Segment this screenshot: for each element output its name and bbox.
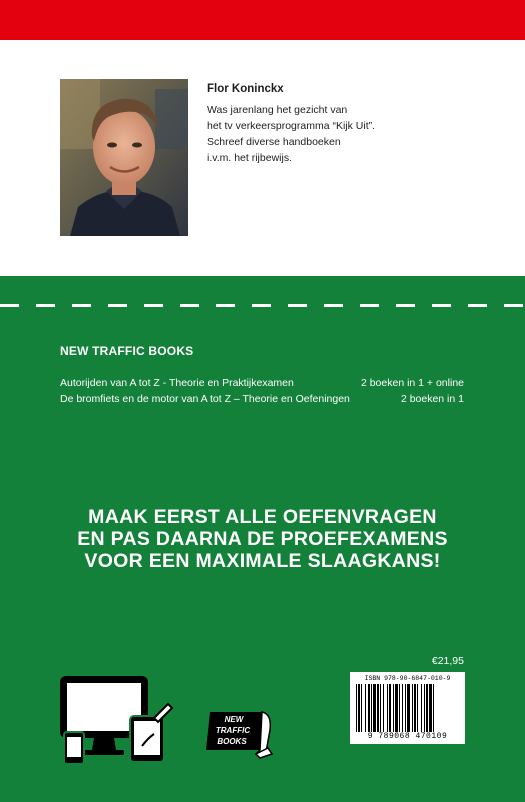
barcode-bar xyxy=(356,684,357,732)
logo-line3: BOOKS xyxy=(217,737,247,746)
slogan-line: EN PAS DAARNA DE PROEFEXAMENS xyxy=(77,528,448,550)
author-name: Flor Koninckx xyxy=(207,83,284,95)
barcode-bar xyxy=(424,684,425,732)
barcode-bar xyxy=(395,684,398,732)
isbn-text: ISBN 978-90-6847-010-9 xyxy=(364,675,451,682)
author-section xyxy=(0,40,525,276)
barcode-bar xyxy=(377,684,379,732)
slogan-line: MAAK EERST ALLE OEFENVRAGEN xyxy=(88,506,437,528)
barcode-bar xyxy=(371,684,372,732)
barcode-bar xyxy=(383,684,384,732)
series-title: NEW TRAFFIC BOOKS xyxy=(60,344,194,358)
barcode-bar xyxy=(358,684,360,732)
barcode xyxy=(350,672,465,744)
new-traffic-books-logo xyxy=(202,708,276,760)
author-bio xyxy=(207,81,487,166)
barcode-bar xyxy=(402,684,403,732)
book-row xyxy=(60,393,464,405)
book-title: De bromfiets en de motor van A tot Z – Theorie en Oefeningen xyxy=(60,393,350,405)
barcode-bar xyxy=(368,684,370,732)
barcode-bar xyxy=(426,684,428,732)
author-photo xyxy=(60,79,188,236)
barcode-bar xyxy=(429,684,432,732)
barcode-bar xyxy=(399,684,400,732)
slogan xyxy=(0,506,525,572)
barcode-bar xyxy=(417,684,418,732)
bio-line: Schreef diverse handboeken xyxy=(207,136,341,148)
book-format: 2 boeken in 1 xyxy=(400,393,464,405)
green-panel xyxy=(0,276,525,802)
barcode-bar xyxy=(421,684,422,732)
top-red-band xyxy=(0,0,525,40)
barcode-bar xyxy=(433,684,434,732)
barcode-bar xyxy=(373,684,376,732)
ean-text: 9 789068 470109 xyxy=(367,732,448,741)
bio-line: het tv verkeersprogramma “Kijk Uit”. xyxy=(207,120,376,132)
logo-line2: TRAFFIC xyxy=(215,726,251,735)
barcode-bar xyxy=(365,684,366,732)
book-title: Autorijden van A tot Z - Theorie en Praktijkexamen xyxy=(60,377,294,389)
book-row xyxy=(60,377,464,389)
barcode-bar xyxy=(387,684,388,732)
bio-line: Was jarenlang het gezicht van xyxy=(207,104,348,116)
slogan-line: VOOR EEN MAXIMALE SLAAGKANS! xyxy=(84,550,441,572)
barcode-bar xyxy=(405,684,406,732)
barcode-bar xyxy=(414,684,416,732)
barcode-bar xyxy=(361,684,362,732)
barcode-bar xyxy=(393,684,394,732)
book-format: 2 boeken in 1 + online xyxy=(360,377,464,389)
devices-icon xyxy=(58,674,174,766)
barcode-bar xyxy=(407,684,410,732)
logo-line1: NEW xyxy=(224,715,244,724)
price: €21,95 xyxy=(431,655,464,667)
bio-line: i.v.m. het rijbewijs. xyxy=(207,152,292,164)
barcode-bar xyxy=(389,684,391,732)
barcode-bar xyxy=(412,684,413,732)
barcode-bars xyxy=(356,684,459,732)
barcode-bar xyxy=(380,684,381,732)
